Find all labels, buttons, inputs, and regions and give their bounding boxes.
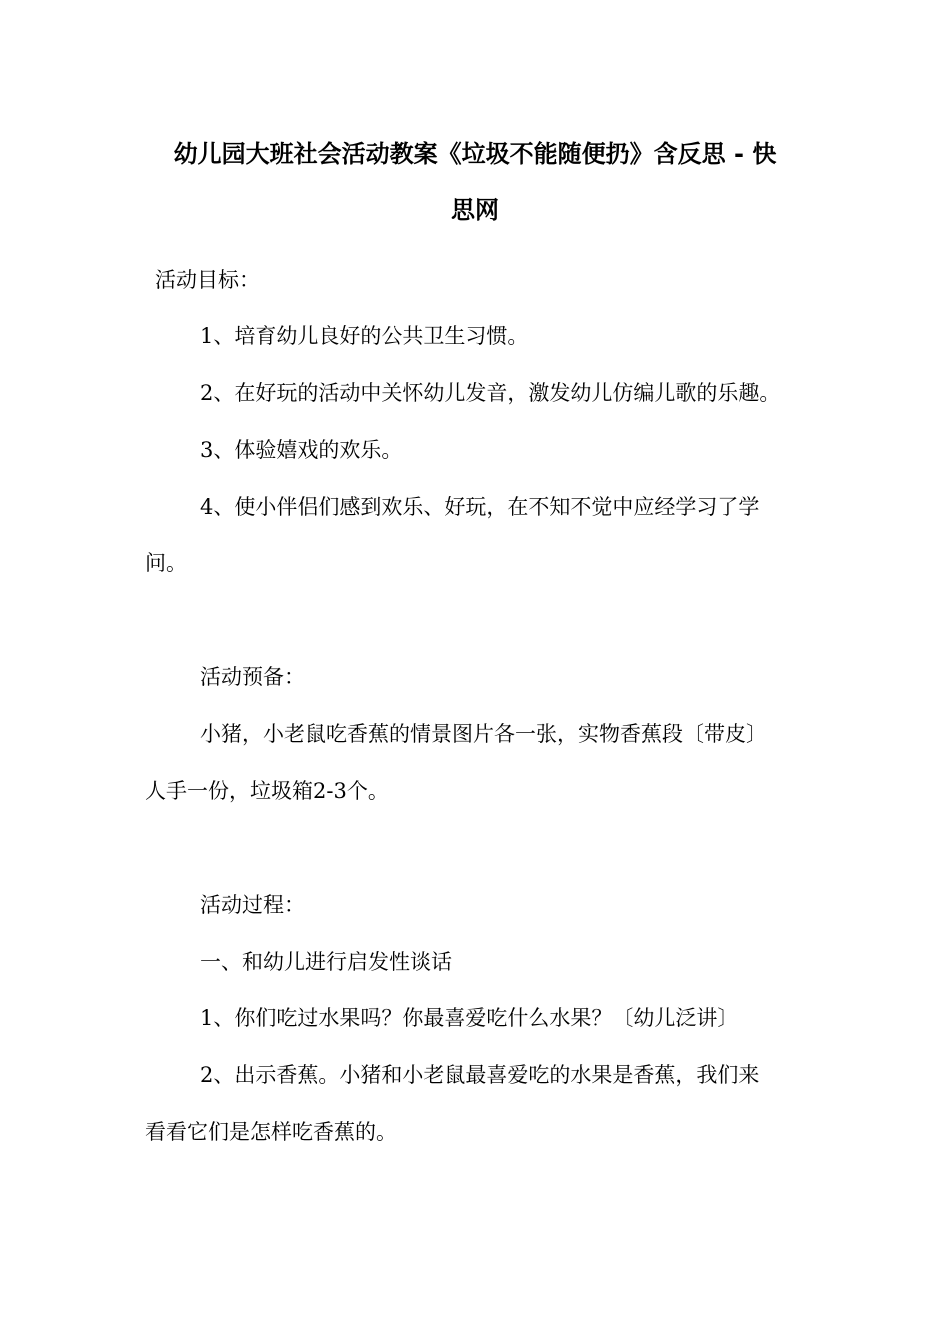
- goal-item-1: 1、培育幼儿良好的公共卫生习惯。: [200, 324, 529, 348]
- prep-heading: 活动预备：: [200, 665, 305, 689]
- goal-item-2: 2、在好玩的活动中关怀幼儿发音，激发幼儿仿编儿歌的乐趣。: [200, 381, 781, 405]
- document-title-line-2: 思网: [451, 196, 499, 224]
- goal-item-4: 4、使小伴侣们感到欢乐、好玩，在不知不觉中应经学习了学: [200, 495, 760, 519]
- prep-line-2: 人手一份，垃圾箱2-3个。: [145, 779, 389, 803]
- goals-heading: 活动目标：: [155, 268, 260, 292]
- process-line-2: 1、你们吃过水果吗？你最喜爱吃什么水果？〔幼儿泛讲〕: [200, 1006, 739, 1030]
- document-title-line-1: 幼儿园大班社会活动教案《垃圾不能随便扔》含反思 - 快: [173, 140, 777, 168]
- goal-item-3: 3、体验嬉戏的欢乐。: [200, 438, 403, 462]
- goal-item-4-continued: 问。: [145, 551, 187, 575]
- process-line-4: 看看它们是怎样吃香蕉的。: [145, 1120, 397, 1144]
- process-line-1: 一、和幼儿进行启发性谈话: [200, 950, 452, 974]
- prep-line-1: 小猪，小老鼠吃香蕉的情景图片各一张，实物香蕉段〔带皮〕: [200, 722, 767, 746]
- process-line-3: 2、出示香蕉。小猪和小老鼠最喜爱吃的水果是香蕉，我们来: [200, 1063, 760, 1087]
- process-heading: 活动过程：: [200, 893, 305, 917]
